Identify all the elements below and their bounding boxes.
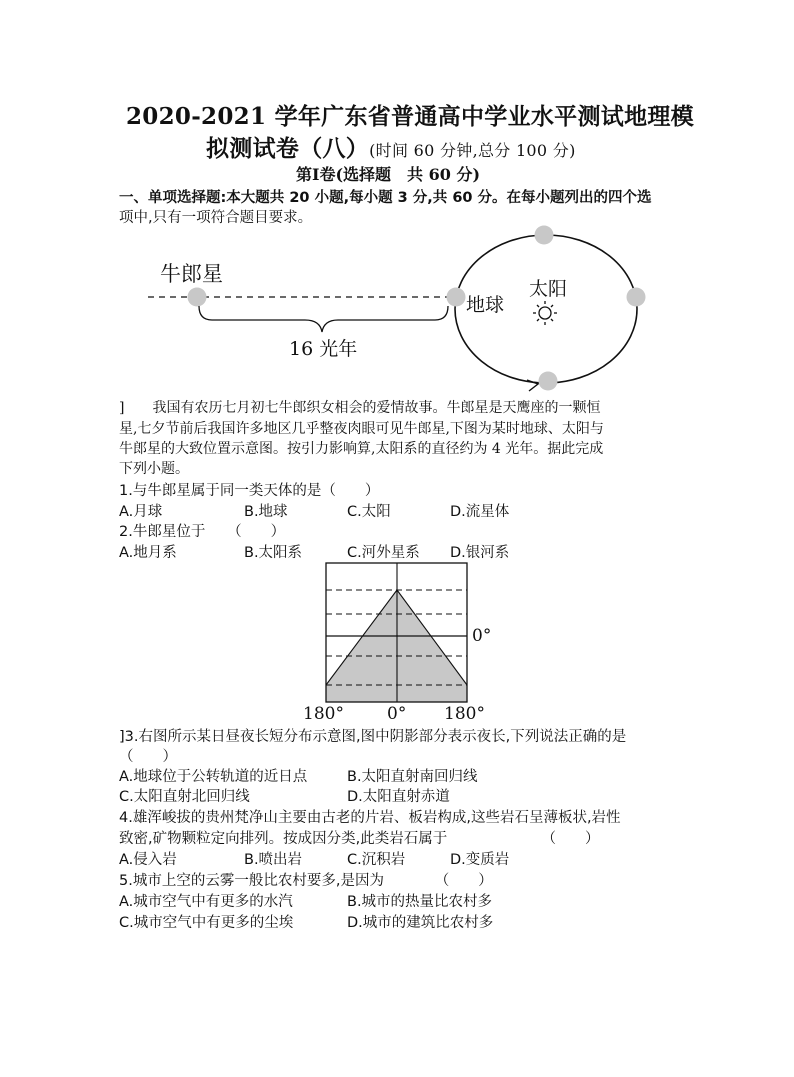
- exam-time-note: (时间 60 分钟,总分 100 分): [369, 141, 576, 160]
- question-3-option-b: B.太阳直射南回归线: [347, 769, 478, 785]
- longitude-label-right: 180°: [444, 704, 485, 724]
- section-heading-line2: 项中,只有一项符合题目要求。: [119, 210, 313, 226]
- page-title-main: 拟测试卷（八）: [206, 135, 370, 162]
- altair-label: 牛郎星: [160, 262, 223, 286]
- question-4-stem-line2: 致密,矿物颗粒定向排列。按成因分类,此类岩石属于 （ ）: [119, 831, 600, 847]
- question-3-stem-line2: （ ）: [119, 749, 177, 765]
- section-heading-line1: 一、单项选择题:本大题共 20 小题,每小题 3 分,共 60 分。在每小题列出的四个选: [119, 190, 652, 206]
- question-2-option-a: A.地月系: [119, 545, 177, 561]
- question-4-option-c: C.沉积岩: [347, 852, 406, 868]
- question-2-option-b: B.太阳系: [244, 545, 303, 561]
- question-2-option-d: D.银河系: [450, 545, 510, 561]
- question-5-stem: 5.城市上空的云雾一般比农村要多,是因为 （ ）: [119, 873, 493, 889]
- question-5-option-c: C.城市空气中有更多的尘埃: [119, 915, 294, 931]
- question-3-option-c: C.太阳直射北回归线: [119, 789, 250, 805]
- question-4-option-b: B.喷出岩: [244, 852, 303, 868]
- earth-label: 地球: [466, 294, 505, 316]
- question-2-stem: 2.牛郎星位于 （ ）: [119, 524, 286, 540]
- longitude-label-mid: 0°: [387, 704, 407, 724]
- question-4-option-a: A.侵入岩: [119, 852, 177, 868]
- passage-line-4: 下列小题。: [119, 461, 189, 477]
- part-heading: 第Ⅰ卷(选择题 共 60 分): [296, 165, 481, 184]
- distance-label: 16 光年: [289, 338, 358, 360]
- question-1-option-c: C.太阳: [347, 504, 391, 520]
- question-3-stem-line1: ]3.右图所示某日昼夜长短分布示意图,图中阴影部分表示夜长,下列说法正确的是: [119, 729, 627, 745]
- passage-line-2: 星,七夕节前后我国许多地区几乎整夜肉眼可见牛郎星,下图为某时地球、太阳与: [119, 421, 604, 437]
- question-1-stem: 1.与牛郎星属于同一类天体的是（ ）: [119, 483, 380, 499]
- page-title: 2020-2021 学年广东省普通高中学业水平测试地理模: [126, 103, 694, 130]
- question-5-option-a: A.城市空气中有更多的水汽: [119, 894, 293, 910]
- question-4-option-d: D.变质岩: [450, 852, 510, 868]
- question-5-option-b: B.城市的热量比农村多: [347, 894, 493, 910]
- question-5-option-d: D.城市的建筑比农村多: [347, 915, 494, 931]
- question-2-option-c: C.河外星系: [347, 545, 420, 561]
- question-3-option-d: D.太阳直射赤道: [347, 789, 450, 805]
- passage-line-1: ] 我国有农历七月初七牛郎织女相会的爱情故事。牛郎星是天鹰座的一颗恒: [119, 400, 601, 416]
- equator-label: 0°: [472, 626, 492, 646]
- sun-label: 太阳: [529, 278, 568, 300]
- question-1-option-a: A.月球: [119, 504, 163, 520]
- longitude-label-left: 180°: [303, 704, 344, 724]
- question-1-option-d: D.流星体: [450, 504, 510, 520]
- passage-line-3: 牛郎星的大致位置示意图。按引力影响算,太阳系的直径约为 4 光年。据此完成: [119, 441, 604, 457]
- question-4-stem-line1: 4.雄浑峻拔的贵州梵净山主要由古老的片岩、板岩构成,这些岩石呈薄板状,岩性: [119, 810, 621, 826]
- question-1-option-b: B.地球: [244, 504, 288, 520]
- question-3-option-a: A.地球位于公转轨道的近日点: [119, 769, 308, 785]
